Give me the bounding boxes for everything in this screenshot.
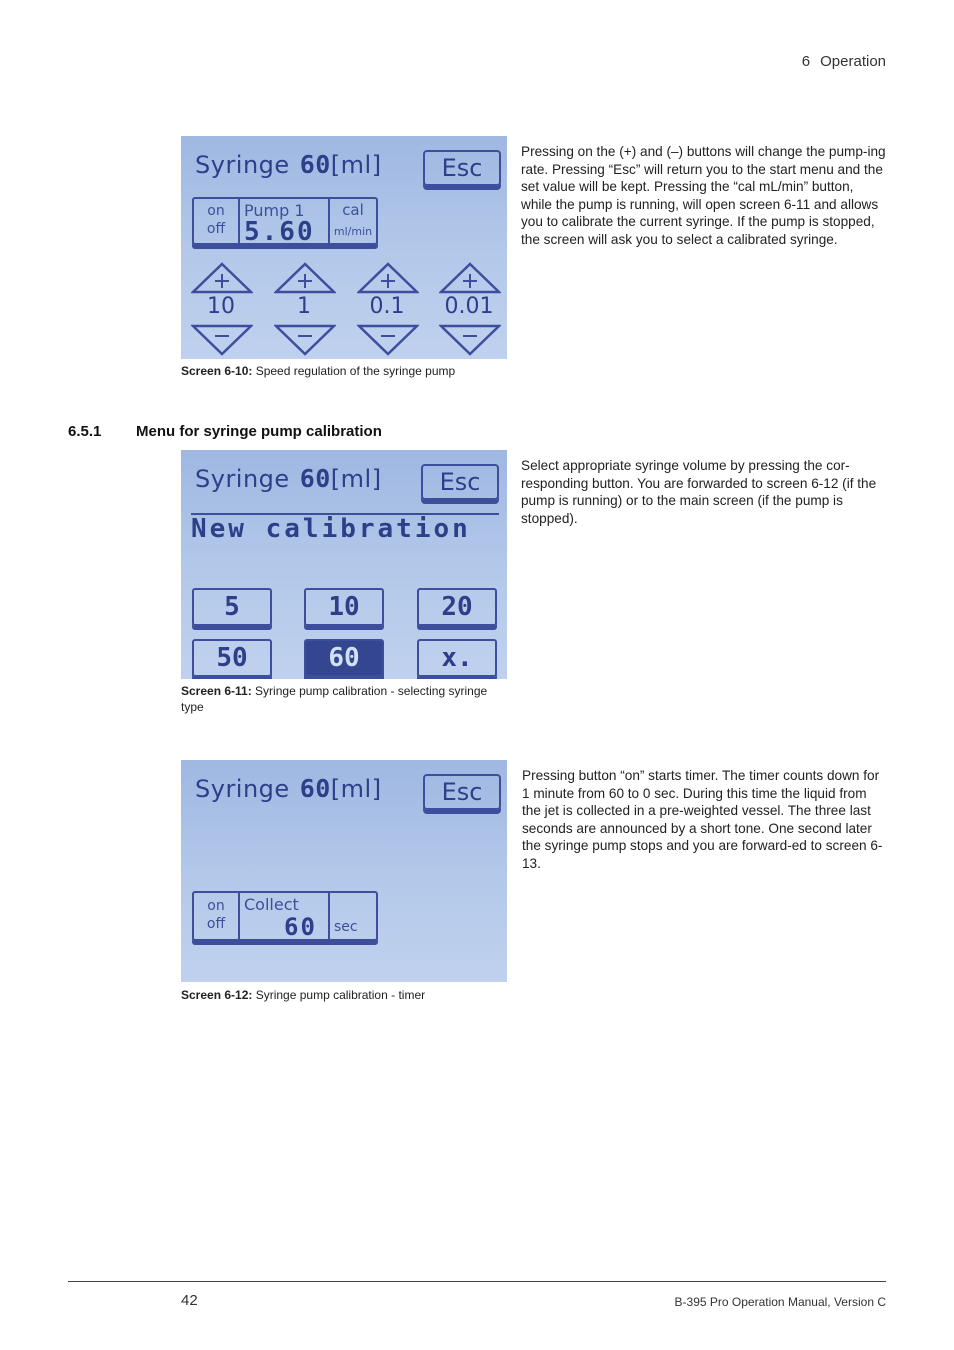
minus-arrow-icon[interactable] <box>191 324 253 356</box>
pump-value: 5.60 <box>244 217 315 247</box>
syringe-5-button[interactable]: 5 <box>192 588 272 626</box>
sec-label: sec <box>334 919 358 935</box>
syringe-20-button[interactable]: 20 <box>417 588 497 626</box>
pump-speed-panel <box>192 197 378 245</box>
section-number: 6.5.1 <box>68 423 102 440</box>
lcd-title: Syringe 60[ml] <box>195 774 382 803</box>
screen-6-12-lcd <box>181 760 507 982</box>
new-calibration-heading: New calibration <box>191 514 471 544</box>
manual-title: B-395 Pro Operation Manual, Version C <box>674 1295 886 1309</box>
plus-arrow-icon[interactable] <box>439 262 501 294</box>
step-control-0-1: 0.1 <box>357 262 421 357</box>
syringe-60-button[interactable]: 60 <box>304 639 384 677</box>
syringe-50-button[interactable]: 50 <box>192 639 272 677</box>
cal-button[interactable]: cal ml/min <box>333 201 373 238</box>
minus-arrow-icon[interactable] <box>274 324 336 356</box>
collect-label: Collect <box>244 895 299 914</box>
chapter-number: 6 <box>801 53 811 70</box>
paragraph-select-syringe: Select appropriate syringe volume by pressing the cor-responding button. You are forwarded to screen 6-12 (if the pump is running) or to the main screen (if the pump is stopped). <box>521 458 877 526</box>
step-control-0-01: 0.01 <box>439 262 503 357</box>
caption-screen-6-12: Screen 6-12: Syringe pump calibration - timer <box>181 988 426 1002</box>
section-title: Menu for syringe pump calibration <box>136 423 382 440</box>
syringe-custom-button[interactable]: x. <box>417 639 497 677</box>
running-header <box>760 53 886 70</box>
screen-6-10-lcd <box>181 136 507 359</box>
plus-arrow-icon[interactable] <box>274 262 336 294</box>
screen-6-11-lcd <box>181 450 507 679</box>
lcd-title: Syringe 60[ml] <box>195 464 382 493</box>
page-number: 42 <box>181 1292 198 1309</box>
esc-button[interactable]: Esc <box>421 464 499 500</box>
caption-screen-6-10: Screen 6-10: Speed regulation of the syringe pump <box>181 364 456 378</box>
paragraph-timer: Pressing button “on” starts timer. The timer counts down for 1 minute from 60 to 0 sec. During this time the liquid from the jet is collected in a pre-weighted vessel. The three last seconds are announced by a short tone. One second later the syringe pump stops and you are forward-ed to screen 6-13. <box>522 768 883 871</box>
step-control-10: 10 <box>191 262 255 357</box>
esc-button[interactable]: Esc <box>423 150 501 186</box>
plus-arrow-icon[interactable] <box>191 262 253 294</box>
minus-arrow-icon[interactable] <box>439 324 501 356</box>
minus-arrow-icon[interactable] <box>357 324 419 356</box>
on-off-toggle[interactable]: on off <box>206 203 226 237</box>
footer-rule <box>68 1281 886 1282</box>
syringe-10-button[interactable]: 10 <box>304 588 384 626</box>
caption-screen-6-11: Screen 6-11: Syringe pump calibration - selecting syringe type <box>181 684 488 714</box>
collect-seconds-value: 60 <box>284 913 317 941</box>
paragraph-speed-regulation: Pressing on the (+) and (–) buttons will change the pump-ing rate. Pressing “Esc” will return you to the start menu and the set value will be kept. Pressing the “cal mL/min” button, while the pump is running, will open screen 6-11 and allows you to calibrate the current syringe. If the pump is stopped, the screen will ask you to select a calibrated syringe. <box>521 144 886 247</box>
pump-label: Pump 1 <box>244 201 305 220</box>
esc-button[interactable]: Esc <box>423 774 501 810</box>
chapter-title: Operation <box>820 53 886 70</box>
lcd-title: Syringe 60[ml] <box>195 150 382 179</box>
on-off-toggle[interactable]: on off <box>206 898 226 932</box>
plus-arrow-icon[interactable] <box>357 262 419 294</box>
collect-timer-panel <box>192 891 378 941</box>
step-control-1: 1 <box>274 262 338 357</box>
